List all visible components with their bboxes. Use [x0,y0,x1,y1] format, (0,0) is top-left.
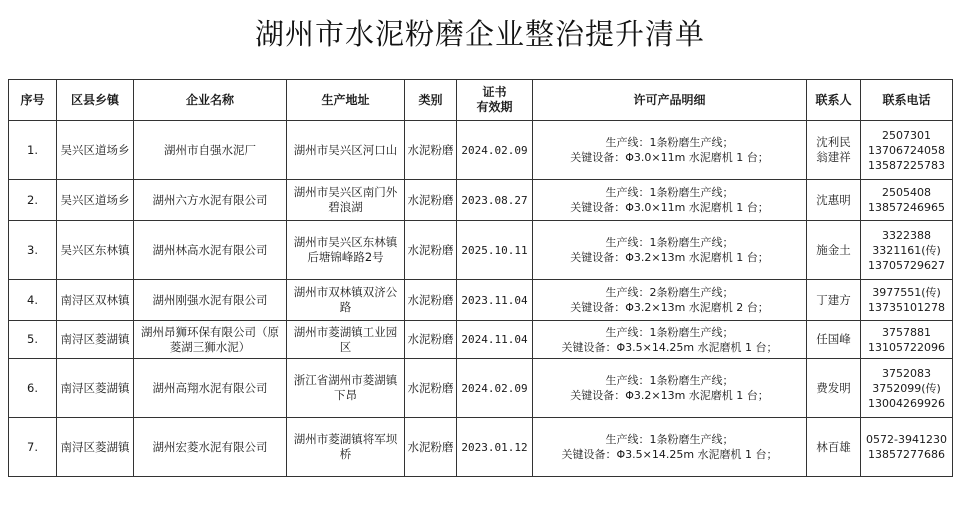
product-line: 生产线：1条粉磨生产线； [605,325,734,339]
phone-number: 13857277686 [868,448,945,461]
header-district: 区县乡镇 [57,80,134,121]
cell-phone [861,321,953,359]
header-phone: 联系电话 [861,80,953,121]
cell-company: 湖州市自强水泥厂 [134,121,287,180]
cell-category: 水泥粉磨 [405,121,457,180]
cell-phone [861,280,953,321]
cell-address: 湖州市菱湖镇将军坝桥 [287,418,405,477]
cell-seq: 1. [9,121,57,180]
enterprise-table [8,79,953,477]
product-equipment: 关键设备：Φ3.2×13m 水泥磨机 2 台； [570,301,769,314]
cell-company: 湖州林高水泥有限公司 [134,221,287,280]
cell-address: 湖州市双林镇双济公路 [287,280,405,321]
contact-name: 沈惠明 [816,192,851,207]
cell-cert: 2025.10.11 [457,221,533,280]
product-line: 生产线：1条粉磨生产线； [605,433,734,446]
cell-district: 吴兴区道场乡 [57,180,134,221]
phone-number: 3322388 [882,228,931,242]
cell-seq: 5. [9,321,57,359]
phone-number: 3321161(传) [872,243,941,257]
page-title: 湖州市水泥粉磨企业整治提升清单 [254,17,705,51]
cell-cert: 2023.08.27 [457,180,533,221]
cell-phone [861,418,953,477]
product-equipment: 关键设备：Φ3.5×14.25m 水泥磨机 1 台； [561,448,778,461]
header-seq: 序号 [9,80,57,121]
phone-number: 2507301 [882,128,931,142]
cell-phone [861,121,953,180]
phone-number: 13587225783 [868,158,945,172]
cell-company: 湖州宏菱水泥有限公司 [134,418,287,477]
cell-address: 湖州市吴兴区河口山 [287,121,405,180]
cell-products [533,418,807,477]
cell-cert: 2023.11.04 [457,280,533,321]
cell-seq: 2. [9,180,57,221]
phone-number: 13004269926 [868,396,945,410]
cell-company: 湖州六方水泥有限公司 [134,180,287,221]
cell-contact [807,180,861,221]
phone-number: 3757881 [882,325,931,339]
cell-contact [807,121,861,180]
cell-contact [807,418,861,477]
phone-number: 3752099(传) [872,381,941,395]
contact-name: 施金土 [816,242,851,257]
cell-company: 湖州刚强水泥有限公司 [134,280,287,321]
contact-name: 翁建祥 [816,150,851,164]
cell-contact [807,221,861,280]
table-row [9,121,953,180]
header-cert-line1: 证书 [482,85,507,99]
table-row [9,418,953,477]
cell-district: 吴兴区道场乡 [57,121,134,180]
cell-category: 水泥粉磨 [405,180,457,221]
product-line: 生产线：1条粉磨生产线； [605,374,734,387]
phone-number: 13857246965 [868,201,945,214]
cell-district: 南浔区菱湖镇 [57,359,134,418]
product-equipment: 关键设备：Φ3.0×11m 水泥磨机 1 台； [570,151,769,164]
contact-name: 丁建方 [816,292,851,307]
cell-category: 水泥粉磨 [405,280,457,321]
product-equipment: 关键设备：Φ3.2×13m 水泥磨机 1 台； [570,251,769,264]
contact-name: 沈利民 [816,135,851,149]
cell-district: 南浔区菱湖镇 [57,418,134,477]
cell-district: 南浔区双林镇 [57,280,134,321]
cell-seq: 7. [9,418,57,477]
cell-category: 水泥粉磨 [405,221,457,280]
cell-products [533,321,807,359]
phone-number: 3977551(传) [872,286,941,299]
cell-cert: 2024.02.09 [457,121,533,180]
product-equipment: 关键设备：Φ3.2×13m 水泥磨机 1 台； [570,389,769,402]
cell-products [533,359,807,418]
contact-name: 任国峰 [816,332,851,346]
cell-cert: 2023.01.12 [457,418,533,477]
header-address: 生产地址 [287,80,405,121]
cell-company: 湖州高翔水泥有限公司 [134,359,287,418]
cell-seq: 3. [9,221,57,280]
table-row [9,321,953,359]
phone-number: 13705729627 [868,258,945,272]
cell-phone [861,221,953,280]
cell-products [533,280,807,321]
table-row [9,280,953,321]
cell-category: 水泥粉磨 [405,359,457,418]
product-line: 生产线：1条粉磨生产线； [605,186,734,199]
contact-name: 费发明 [816,380,851,395]
header-cert-line2: 有效期 [476,100,513,114]
cell-address: 湖州市菱湖镇工业园区 [287,321,405,359]
phone-number: 13735101278 [868,301,945,314]
table-row [9,180,953,221]
table-row [9,359,953,418]
cell-phone [861,359,953,418]
cell-district: 吴兴区东林镇 [57,221,134,280]
header-cert [457,80,533,121]
header-products: 许可产品明细 [533,80,807,121]
product-equipment: 关键设备：Φ3.0×11m 水泥磨机 1 台； [570,201,769,214]
header-category: 类别 [405,80,457,121]
phone-number: 13105722096 [868,340,945,354]
cell-products [533,221,807,280]
cell-contact [807,280,861,321]
phone-number: 3752083 [882,366,931,380]
phone-number: 2505408 [882,186,931,199]
product-line: 生产线：1条粉磨生产线； [605,236,734,249]
phone-number: 0572-3941230 [866,433,947,446]
cell-district: 南浔区菱湖镇 [57,321,134,359]
product-equipment: 关键设备：Φ3.5×14.25m 水泥磨机 1 台； [561,340,778,354]
product-line: 生产线：2条粉磨生产线； [605,286,734,299]
header-contact: 联系人 [807,80,861,121]
cell-contact [807,359,861,418]
cell-address: 湖州市吴兴区南门外碧浪湖 [287,180,405,221]
cell-category: 水泥粉磨 [405,321,457,359]
header-company: 企业名称 [134,80,287,121]
cell-category: 水泥粉磨 [405,418,457,477]
cell-products [533,121,807,180]
product-line: 生产线：1条粉磨生产线； [605,136,734,149]
cell-phone [861,180,953,221]
cell-company: 湖州昂狮环保有限公司（原菱湖三狮水泥） [134,321,287,359]
cell-seq: 6. [9,359,57,418]
cell-cert: 2024.02.09 [457,359,533,418]
cell-seq: 4. [9,280,57,321]
contact-name: 林百雄 [816,439,851,454]
header-row [9,80,953,121]
cell-products [533,180,807,221]
cell-address: 浙江省湖州市菱湖镇下昂 [287,359,405,418]
phone-number: 13706724058 [868,143,945,157]
cell-cert: 2024.11.04 [457,321,533,359]
cell-contact [807,321,861,359]
cell-address: 湖州市吴兴区东林镇后塘锦峰路2号 [287,221,405,280]
table-row [9,221,953,280]
